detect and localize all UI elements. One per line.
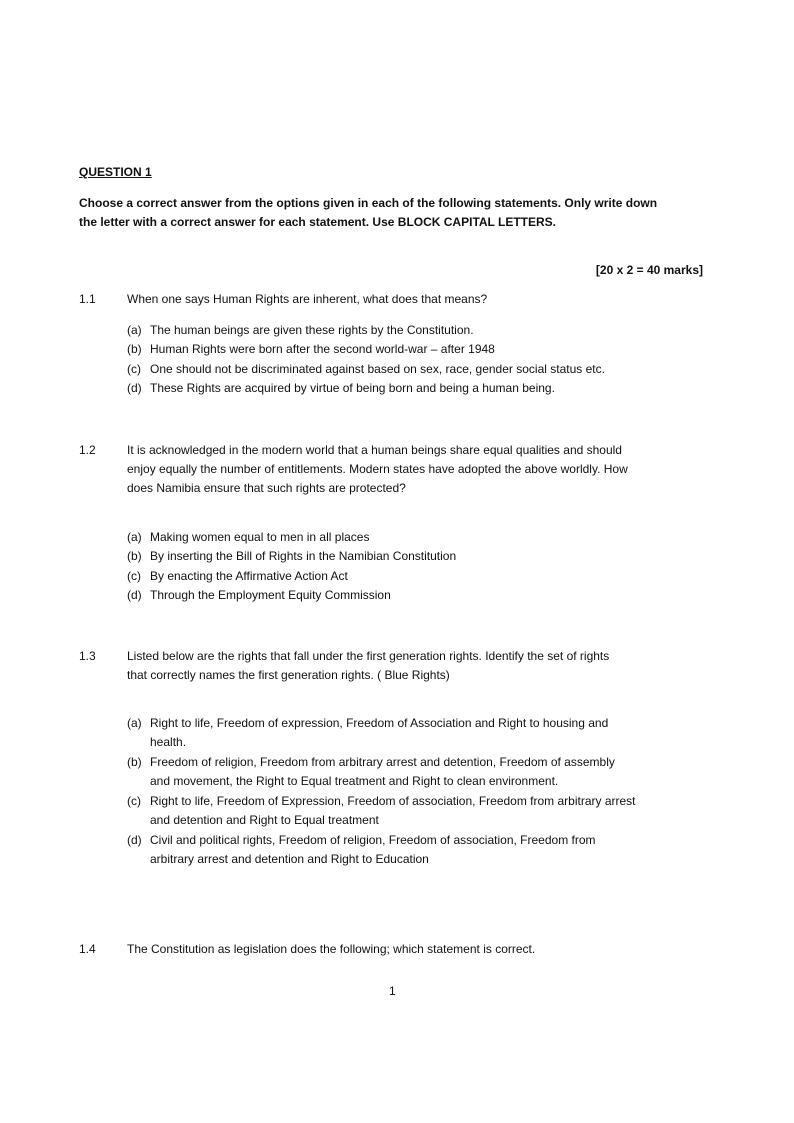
option-letter: (c) — [127, 794, 141, 808]
question-text: Listed below are the rights that fall under the first generation rights. Identify the set of rights — [127, 649, 610, 663]
option-a — [127, 716, 608, 730]
option-b — [127, 755, 615, 769]
option-text: Making women equal to men in all places — [150, 530, 370, 544]
option-text: Right to life, Freedom of Expression, Freedom of association, Freedom from arbitrary arrest — [150, 794, 636, 808]
question-number: 1.2 — [79, 443, 96, 457]
instructions-line-2: the letter with a correct answer for each statement. Use BLOCK CAPITAL LETTERS. — [79, 215, 556, 229]
option-d — [127, 833, 596, 847]
question-text: When one says Human Rights are inherent, what does that means? — [127, 292, 488, 306]
option-b — [127, 342, 495, 356]
option-b-continued: and movement, the Right to Equal treatment and Right to clean environment. — [150, 774, 559, 788]
option-a — [127, 530, 369, 544]
option-letter: (a) — [127, 323, 142, 337]
option-a — [127, 323, 474, 337]
option-c — [127, 362, 605, 376]
question-number: 1.1 — [79, 292, 96, 306]
option-letter: (a) — [127, 716, 142, 730]
option-letter: (c) — [127, 362, 141, 376]
option-c-continued: and detention and Right to Equal treatment — [150, 813, 379, 827]
page-number: 1 — [389, 984, 396, 998]
question-text: that correctly names the first generation rights. ( Blue Rights) — [127, 668, 450, 682]
option-letter: (d) — [127, 833, 142, 847]
option-letter: (b) — [127, 755, 142, 769]
option-letter: (a) — [127, 530, 142, 544]
option-text: The human beings are given these rights by the Constitution. — [150, 323, 474, 337]
option-text: Freedom of religion, Freedom from arbitrary arrest and detention, Freedom of assembly — [150, 755, 615, 769]
question-number: 1.4 — [79, 942, 96, 956]
option-text: These Rights are acquired by virtue of being born and being a human being. — [150, 381, 555, 395]
option-letter: (d) — [127, 588, 142, 602]
question-number: 1.3 — [79, 649, 96, 663]
question-heading: QUESTION 1 — [79, 165, 152, 179]
option-letter: (c) — [127, 569, 141, 583]
option-d — [127, 381, 555, 395]
question-text: does Namibia ensure that such rights are protected? — [127, 481, 406, 495]
option-text: Through the Employment Equity Commission — [150, 588, 391, 602]
marks-allocation: [20 x 2 = 40 marks] — [595, 263, 703, 277]
option-text: Right to life, Freedom of expression, Freedom of Association and Right to housing and — [150, 716, 609, 730]
option-b — [127, 549, 456, 563]
option-text: Civil and political rights, Freedom of religion, Freedom of association, Freedom from — [150, 833, 596, 847]
question-text: It is acknowledged in the modern world that a human beings share equal qualities and should — [127, 443, 622, 457]
option-letter: (b) — [127, 549, 142, 563]
option-a-continued: health. — [150, 735, 187, 749]
option-text: One should not be discriminated against based on sex, race, gender social status etc. — [150, 362, 605, 376]
option-d — [127, 588, 391, 602]
option-text: By inserting the Bill of Rights in the Namibian Constitution — [150, 549, 457, 563]
question-text: enjoy equally the number of entitlements. Modern states have adopted the above worldly. How — [127, 462, 628, 476]
option-text: By enacting the Affirmative Action Act — [150, 569, 348, 583]
instructions-line-1: Choose a correct answer from the options given in each of the following statements. Only write down — [79, 196, 658, 210]
option-letter: (d) — [127, 381, 142, 395]
option-text: Human Rights were born after the second world-war – after 1948 — [150, 342, 495, 356]
option-d-continued: arbitrary arrest and detention and Right to Education — [150, 852, 429, 866]
question-text: The Constitution as legislation does the following; which statement is correct. — [127, 942, 536, 956]
option-letter: (b) — [127, 342, 142, 356]
option-c — [127, 569, 348, 583]
option-c — [127, 794, 636, 808]
